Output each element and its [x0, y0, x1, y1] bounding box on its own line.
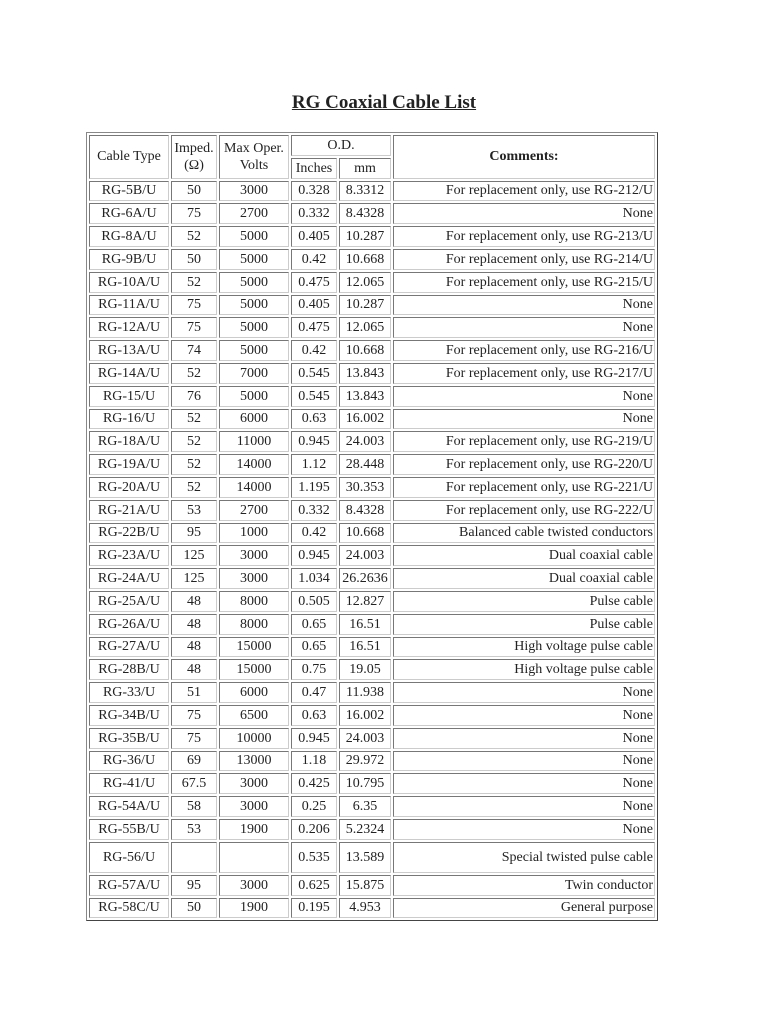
volts-cell: 1900 — [219, 898, 289, 919]
table-row — [89, 226, 655, 247]
mm-cell: 26.2636 — [339, 568, 391, 589]
inches-cell: 0.42 — [291, 340, 337, 361]
inches-cell: 0.65 — [291, 614, 337, 635]
inches-cell: 0.47 — [291, 682, 337, 703]
table-row — [89, 705, 655, 726]
inches-cell: 0.505 — [291, 591, 337, 612]
imped-cell: 53 — [171, 819, 217, 840]
imped-cell: 52 — [171, 363, 217, 384]
inches-cell: 0.63 — [291, 705, 337, 726]
mm-cell: 11.938 — [339, 682, 391, 703]
imped-cell — [171, 842, 217, 873]
comment-cell: Balanced cable twisted conductors — [393, 523, 655, 544]
table-row — [89, 523, 655, 544]
mm-cell: 19.05 — [339, 659, 391, 680]
inches-cell: 0.945 — [291, 431, 337, 452]
mm-cell: 28.448 — [339, 454, 391, 475]
cable-type-cell: RG-26A/U — [89, 614, 169, 635]
mm-cell: 12.065 — [339, 317, 391, 338]
volts-cell: 8000 — [219, 591, 289, 612]
table-row — [89, 659, 655, 680]
mm-cell: 10.668 — [339, 249, 391, 270]
mm-cell: 8.4328 — [339, 500, 391, 521]
header-inches: Inches — [291, 158, 337, 179]
imped-cell: 75 — [171, 295, 217, 316]
comment-cell: None — [393, 682, 655, 703]
header-imped-label: Imped. — [174, 140, 214, 156]
table-row — [89, 454, 655, 475]
cable-type-cell: RG-12A/U — [89, 317, 169, 338]
comment-cell: General purpose — [393, 898, 655, 919]
table-row — [89, 682, 655, 703]
mm-cell: 10.287 — [339, 226, 391, 247]
volts-cell: 15000 — [219, 637, 289, 658]
volts-cell — [219, 842, 289, 873]
volts-cell: 6000 — [219, 682, 289, 703]
inches-cell: 0.945 — [291, 545, 337, 566]
imped-cell: 69 — [171, 751, 217, 772]
cable-type-cell: RG-11A/U — [89, 295, 169, 316]
inches-cell: 0.425 — [291, 773, 337, 794]
mm-cell: 29.972 — [339, 751, 391, 772]
imped-cell: 75 — [171, 203, 217, 224]
cable-type-cell: RG-21A/U — [89, 500, 169, 521]
volts-cell: 6500 — [219, 705, 289, 726]
volts-cell: 3000 — [219, 773, 289, 794]
comment-cell: None — [393, 819, 655, 840]
cable-type-cell: RG-5B/U — [89, 181, 169, 202]
comment-cell: For replacement only, use RG-219/U — [393, 431, 655, 452]
cable-type-cell: RG-6A/U — [89, 203, 169, 224]
comment-cell: High voltage pulse cable — [393, 637, 655, 658]
cable-type-cell: RG-14A/U — [89, 363, 169, 384]
mm-cell: 13.843 — [339, 386, 391, 407]
volts-cell: 2700 — [219, 203, 289, 224]
mm-cell: 16.002 — [339, 705, 391, 726]
cable-type-cell: RG-35B/U — [89, 728, 169, 749]
comment-cell: Special twisted pulse cable — [393, 842, 655, 873]
volts-cell: 3000 — [219, 568, 289, 589]
cable-type-cell: RG-23A/U — [89, 545, 169, 566]
cable-type-cell: RG-13A/U — [89, 340, 169, 361]
imped-cell: 53 — [171, 500, 217, 521]
imped-cell: 51 — [171, 682, 217, 703]
inches-cell: 0.405 — [291, 295, 337, 316]
volts-cell: 2700 — [219, 500, 289, 521]
cable-type-cell: RG-9B/U — [89, 249, 169, 270]
imped-cell: 75 — [171, 728, 217, 749]
mm-cell: 5.2324 — [339, 819, 391, 840]
volts-cell: 5000 — [219, 317, 289, 338]
cable-type-cell: RG-24A/U — [89, 568, 169, 589]
table-row — [89, 728, 655, 749]
table-row — [89, 340, 655, 361]
table-row — [89, 773, 655, 794]
cable-type-cell: RG-20A/U — [89, 477, 169, 498]
imped-cell: 50 — [171, 181, 217, 202]
imped-cell: 74 — [171, 340, 217, 361]
cable-type-cell: RG-36/U — [89, 751, 169, 772]
volts-cell: 3000 — [219, 545, 289, 566]
header-volts: Max Oper. Volts — [219, 135, 289, 179]
header-imped-unit: (Ω) — [184, 157, 204, 173]
mm-cell: 15.875 — [339, 875, 391, 896]
mm-cell: 30.353 — [339, 477, 391, 498]
table-row — [89, 568, 655, 589]
inches-cell: 0.475 — [291, 272, 337, 293]
table-row — [89, 819, 655, 840]
imped-cell: 125 — [171, 545, 217, 566]
volts-cell: 14000 — [219, 454, 289, 475]
volts-cell: 5000 — [219, 295, 289, 316]
imped-cell: 95 — [171, 523, 217, 544]
header-mm: mm — [339, 158, 391, 179]
imped-cell: 58 — [171, 796, 217, 817]
mm-cell: 4.953 — [339, 898, 391, 919]
inches-cell: 0.63 — [291, 409, 337, 430]
cable-type-cell: RG-18A/U — [89, 431, 169, 452]
comment-cell: Pulse cable — [393, 591, 655, 612]
imped-cell: 76 — [171, 386, 217, 407]
volts-cell: 5000 — [219, 272, 289, 293]
mm-cell: 12.065 — [339, 272, 391, 293]
comment-cell: None — [393, 751, 655, 772]
inches-cell: 0.328 — [291, 181, 337, 202]
cable-type-cell: RG-54A/U — [89, 796, 169, 817]
mm-cell: 16.51 — [339, 637, 391, 658]
volts-cell: 3000 — [219, 181, 289, 202]
table-row — [89, 431, 655, 452]
cable-type-cell: RG-56/U — [89, 842, 169, 873]
volts-cell: 1900 — [219, 819, 289, 840]
table-row — [89, 751, 655, 772]
mm-cell: 8.3312 — [339, 181, 391, 202]
header-row — [89, 135, 655, 156]
volts-cell: 8000 — [219, 614, 289, 635]
inches-cell: 0.545 — [291, 386, 337, 407]
comment-cell: Dual coaxial cable — [393, 568, 655, 589]
volts-cell: 3000 — [219, 796, 289, 817]
comment-cell: For replacement only, use RG-217/U — [393, 363, 655, 384]
cable-type-cell: RG-10A/U — [89, 272, 169, 293]
mm-cell: 24.003 — [339, 728, 391, 749]
comment-cell: High voltage pulse cable — [393, 659, 655, 680]
cable-type-cell: RG-25A/U — [89, 591, 169, 612]
header-imped — [171, 135, 217, 179]
comment-cell: For replacement only, use RG-215/U — [393, 272, 655, 293]
inches-cell: 0.25 — [291, 796, 337, 817]
inches-cell: 0.332 — [291, 500, 337, 521]
table-row — [89, 409, 655, 430]
mm-cell: 16.51 — [339, 614, 391, 635]
volts-cell: 14000 — [219, 477, 289, 498]
cable-type-cell: RG-57A/U — [89, 875, 169, 896]
comment-cell: Twin conductor — [393, 875, 655, 896]
imped-cell: 52 — [171, 431, 217, 452]
table-row — [89, 842, 655, 873]
mm-cell: 6.35 — [339, 796, 391, 817]
imped-cell: 52 — [171, 477, 217, 498]
header-od: O.D. — [291, 135, 391, 156]
imped-cell: 52 — [171, 272, 217, 293]
table-row — [89, 317, 655, 338]
cable-type-cell: RG-33/U — [89, 682, 169, 703]
imped-cell: 52 — [171, 454, 217, 475]
inches-cell: 0.535 — [291, 842, 337, 873]
comment-cell: For replacement only, use RG-216/U — [393, 340, 655, 361]
mm-cell: 8.4328 — [339, 203, 391, 224]
imped-cell: 95 — [171, 875, 217, 896]
cable-type-cell: RG-55B/U — [89, 819, 169, 840]
inches-cell: 0.42 — [291, 249, 337, 270]
imped-cell: 50 — [171, 249, 217, 270]
cable-type-cell: RG-16/U — [89, 409, 169, 430]
cable-type-cell: RG-22B/U — [89, 523, 169, 544]
mm-cell: 10.668 — [339, 523, 391, 544]
inches-cell: 0.625 — [291, 875, 337, 896]
inches-cell: 0.75 — [291, 659, 337, 680]
cable-type-cell: RG-27A/U — [89, 637, 169, 658]
cable-table — [86, 132, 658, 921]
imped-cell: 75 — [171, 317, 217, 338]
imped-cell: 48 — [171, 637, 217, 658]
mm-cell: 10.287 — [339, 295, 391, 316]
imped-cell: 52 — [171, 409, 217, 430]
table-row — [89, 796, 655, 817]
imped-cell: 48 — [171, 591, 217, 612]
cable-type-cell: RG-58C/U — [89, 898, 169, 919]
inches-cell: 0.332 — [291, 203, 337, 224]
volts-cell: 7000 — [219, 363, 289, 384]
comment-cell: None — [393, 409, 655, 430]
table-row — [89, 875, 655, 896]
imped-cell: 50 — [171, 898, 217, 919]
volts-cell: 15000 — [219, 659, 289, 680]
header-comments: Comments: — [393, 135, 655, 179]
volts-cell: 13000 — [219, 751, 289, 772]
header-cable-type: Cable Type — [89, 135, 169, 179]
mm-cell: 13.843 — [339, 363, 391, 384]
inches-cell: 0.65 — [291, 637, 337, 658]
table-row — [89, 363, 655, 384]
volts-cell: 3000 — [219, 875, 289, 896]
inches-cell: 0.206 — [291, 819, 337, 840]
volts-cell: 10000 — [219, 728, 289, 749]
mm-cell: 12.827 — [339, 591, 391, 612]
comment-cell: None — [393, 386, 655, 407]
cable-type-cell: RG-15/U — [89, 386, 169, 407]
inches-cell: 0.945 — [291, 728, 337, 749]
table-row — [89, 477, 655, 498]
volts-cell: 5000 — [219, 386, 289, 407]
cable-type-cell: RG-8A/U — [89, 226, 169, 247]
cable-type-cell: RG-34B/U — [89, 705, 169, 726]
comment-cell: For replacement only, use RG-221/U — [393, 477, 655, 498]
page-title: RG Coaxial Cable List — [291, 92, 477, 113]
imped-cell: 48 — [171, 614, 217, 635]
mm-cell: 16.002 — [339, 409, 391, 430]
table-row — [89, 614, 655, 635]
cable-type-cell: RG-19A/U — [89, 454, 169, 475]
cable-type-cell: RG-41/U — [89, 773, 169, 794]
inches-cell: 1.034 — [291, 568, 337, 589]
inches-cell: 0.195 — [291, 898, 337, 919]
volts-cell: 1000 — [219, 523, 289, 544]
table-row — [89, 591, 655, 612]
table-row — [89, 545, 655, 566]
mm-cell: 24.003 — [339, 431, 391, 452]
comment-cell: For replacement only, use RG-220/U — [393, 454, 655, 475]
table-row — [89, 203, 655, 224]
table-row — [89, 386, 655, 407]
comment-cell: None — [393, 773, 655, 794]
comment-cell: None — [393, 295, 655, 316]
volts-cell: 5000 — [219, 340, 289, 361]
mm-cell: 10.795 — [339, 773, 391, 794]
table-row — [89, 272, 655, 293]
volts-cell: 5000 — [219, 249, 289, 270]
table-row — [89, 295, 655, 316]
comment-cell: None — [393, 796, 655, 817]
volts-cell: 6000 — [219, 409, 289, 430]
imped-cell: 48 — [171, 659, 217, 680]
inches-cell: 1.12 — [291, 454, 337, 475]
comment-cell: None — [393, 705, 655, 726]
table-row — [89, 637, 655, 658]
mm-cell: 13.589 — [339, 842, 391, 873]
comment-cell: None — [393, 203, 655, 224]
mm-cell: 24.003 — [339, 545, 391, 566]
inches-cell: 0.545 — [291, 363, 337, 384]
imped-cell: 125 — [171, 568, 217, 589]
inches-cell: 1.18 — [291, 751, 337, 772]
comment-cell: None — [393, 317, 655, 338]
comment-cell: For replacement only, use RG-212/U — [393, 181, 655, 202]
imped-cell: 75 — [171, 705, 217, 726]
comment-cell: None — [393, 728, 655, 749]
table-row — [89, 898, 655, 919]
table-row — [89, 500, 655, 521]
mm-cell: 10.668 — [339, 340, 391, 361]
comment-cell: For replacement only, use RG-214/U — [393, 249, 655, 270]
comment-cell: Dual coaxial cable — [393, 545, 655, 566]
table-body — [89, 181, 655, 919]
inches-cell: 1.195 — [291, 477, 337, 498]
inches-cell: 0.475 — [291, 317, 337, 338]
inches-cell: 0.42 — [291, 523, 337, 544]
comment-cell: For replacement only, use RG-213/U — [393, 226, 655, 247]
imped-cell: 52 — [171, 226, 217, 247]
comment-cell: For replacement only, use RG-222/U — [393, 500, 655, 521]
cable-type-cell: RG-28B/U — [89, 659, 169, 680]
inches-cell: 0.405 — [291, 226, 337, 247]
imped-cell: 67.5 — [171, 773, 217, 794]
volts-cell: 11000 — [219, 431, 289, 452]
table-row — [89, 181, 655, 202]
table-row — [89, 249, 655, 270]
volts-cell: 5000 — [219, 226, 289, 247]
comment-cell: Pulse cable — [393, 614, 655, 635]
